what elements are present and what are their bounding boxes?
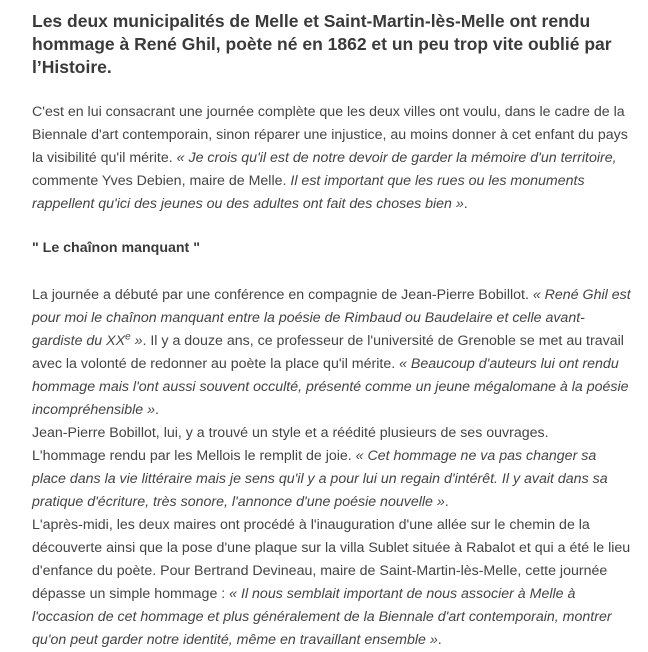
text: C'est en lui consacrant une journée complète que les deux villes ont voulu, dans le cadre de la Biennale d'art contemporain, sinon réparer une injustice, au moins donner à cet enfant du pays la visibilité qu'il mérite. bbox=[32, 104, 628, 166]
superscript: e bbox=[125, 331, 131, 343]
quote: « Je crois qu'il est de notre devoir de garder la mémoire d'un territoire, bbox=[176, 150, 617, 166]
paragraph-intro bbox=[32, 101, 632, 216]
quote: « Beaucoup d'auteurs lui ont rendu hommage mais l'ont aussi souvent occulté, présenté comme un jeune mégalomane à la poésie incompréhensible » bbox=[32, 356, 629, 418]
quote: « Il nous semblait important de nous associer à Melle à l'occasion de cet hommage et plus généralement de la Biennale d'art contemporain, montrer qu'on peut garder notre identité, même en travaillant ensemble » bbox=[32, 586, 612, 648]
quote: Il est important que les rues ou les monuments rappellent qu'ici des jeunes ou des adultes ont fait des choses bien » bbox=[32, 173, 585, 212]
text: La journée a débuté par une conférence en compagnie de Jean-Pierre Bobillot. bbox=[32, 287, 533, 303]
text: L'hommage rendu par les Mellois le remplit de joie. bbox=[32, 448, 356, 464]
text: . bbox=[463, 196, 468, 212]
article-lead: Les deux municipalités de Melle et Saint-Martin-lès-Melle ont rendu hommage à René Ghil, poète né en 1862 et un peu trop vite oublié par l’Histoire. bbox=[32, 11, 612, 77]
text: . bbox=[437, 632, 442, 648]
quote-text: « René Ghil est pour moi le chaînon manquant entre la poésie de Rimbaud ou Baudelaire et celle avant-gardiste du XX bbox=[32, 287, 631, 349]
text: . Il y a douze ans, ce professeur de l'université de Grenoble se met au travail avec la volonté de redonner au poète la place qu'il mérite. bbox=[32, 333, 624, 372]
text: . bbox=[155, 402, 159, 418]
section-subhead: " Le chaînon manquant " bbox=[32, 240, 200, 256]
text: . bbox=[444, 494, 449, 510]
article bbox=[32, 10, 632, 648]
text: L'après-midi, les deux maires ont procédé à l'inauguration d'une allée sur le chemin de la découverte ainsi que la pose d'une plaque sur la villa Sublet située à Rabalot et qui a été le lieu d'enfance du poète. Pour Bertrand Devineau, maire de Saint-Martin-lès-Melle, cette journée dépasse un simple hommage : bbox=[32, 517, 631, 602]
quote: « Cet hommage ne va pas changer sa place dans la vie littéraire mais je sens qu'il y a pour lui un regain d'intérêt. Il y avait dans sa pratique d'écriture, très sonore, l'annonce d'une poésie nouvelle » bbox=[32, 448, 608, 510]
text: Jean-Pierre Bobillot, lui, y a trouvé un style et a réédité plusieurs de ses ouvrages. bbox=[32, 425, 549, 441]
paragraph-body bbox=[32, 284, 632, 652]
quote-close: » bbox=[130, 333, 143, 349]
text: commente Yves Debien, maire de Melle. bbox=[32, 173, 291, 189]
